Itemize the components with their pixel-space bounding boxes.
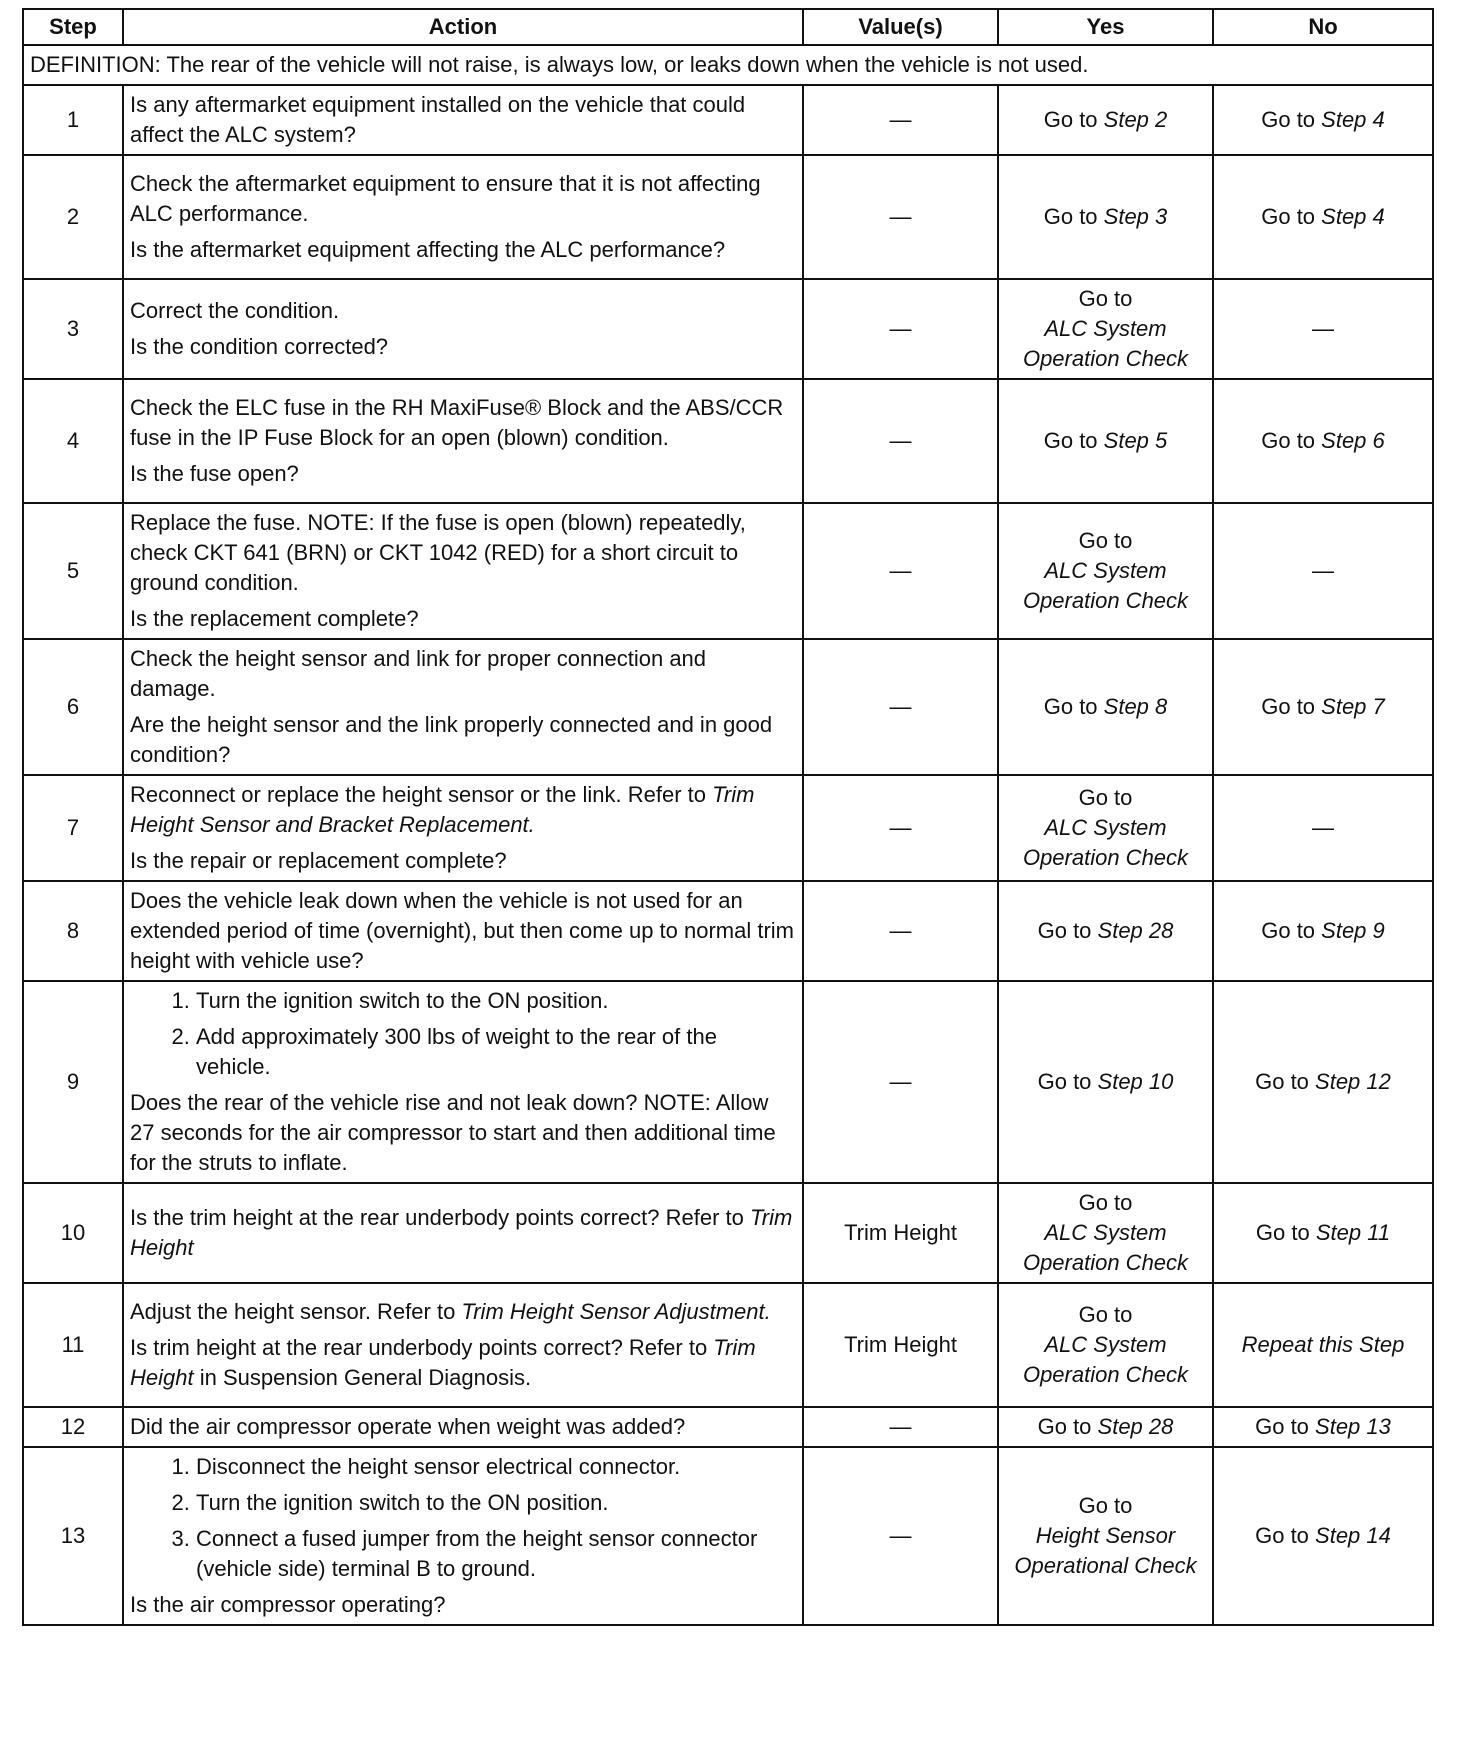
value-cell: — [803, 279, 998, 379]
no-cell[interactable] [1213, 981, 1433, 1183]
action-cell [123, 1183, 803, 1283]
header-yes: Yes [998, 9, 1213, 45]
action-cell [123, 85, 803, 155]
yes-cell[interactable] [998, 85, 1213, 155]
yes-goto-prefix: Go to [1037, 918, 1098, 943]
no-cell[interactable] [1213, 1283, 1433, 1407]
action-cell [123, 639, 803, 775]
action-text-prefix: Adjust the height sensor. Refer to [130, 1299, 462, 1324]
no-cell [1213, 503, 1433, 639]
header-values: Value(s) [803, 9, 998, 45]
no-goto-link[interactable]: Step 11 [1315, 1220, 1391, 1245]
table-row [23, 85, 1433, 155]
value-cell: — [803, 881, 998, 981]
step-number: 3 [23, 279, 123, 379]
no-cell[interactable] [1213, 639, 1433, 775]
yes-goto-link[interactable]: ALC System Operation Check [1022, 1220, 1189, 1275]
action-text: Does the rear of the vehicle rise and not leak down? NOTE: Allow 27 seconds for the air compressor to start and then additional time for the struts to inflate. [130, 1090, 776, 1175]
no-goto-link[interactable]: Step 13 [1315, 1414, 1391, 1439]
no-cell [1213, 279, 1433, 379]
value-cell: Trim Height [803, 1183, 998, 1283]
yes-cell[interactable] [998, 379, 1213, 503]
no-goto-link[interactable]: Step 6 [1321, 428, 1385, 453]
no-goto-link[interactable]: Step 7 [1321, 694, 1385, 719]
yes-cell[interactable] [998, 1283, 1213, 1407]
no-cell[interactable] [1213, 1447, 1433, 1625]
diagnostic-table [22, 8, 1434, 1626]
no-goto-link[interactable]: Step 14 [1315, 1523, 1391, 1548]
yes-goto-prefix: Go to [1043, 107, 1104, 132]
no-goto-link[interactable]: Step 12 [1315, 1069, 1391, 1094]
table-row [23, 981, 1433, 1183]
action-cell [123, 155, 803, 279]
header-step: Step [23, 9, 123, 45]
step-number: 9 [23, 981, 123, 1183]
no-goto-link[interactable]: Repeat this Step [1241, 1332, 1405, 1357]
action-text [130, 780, 796, 840]
action-text: Is the condition corrected? [130, 334, 389, 359]
yes-cell[interactable] [998, 279, 1213, 379]
action-text-prefix: Is the trim height at the rear underbody points correct? Refer to [130, 1205, 750, 1230]
value-cell: — [803, 85, 998, 155]
action-text-suffix: in Suspension General Diagnosis. [193, 1365, 532, 1390]
yes-goto-link[interactable]: Step 28 [1097, 1414, 1174, 1439]
diagnostic-table-sheet [22, 8, 1432, 1626]
action-cell [123, 981, 803, 1183]
no-goto-prefix: Go to [1261, 107, 1322, 132]
value-cell: — [803, 155, 998, 279]
yes-cell[interactable] [998, 1447, 1213, 1625]
no-goto-prefix: Go to [1255, 1414, 1316, 1439]
step-number: 7 [23, 775, 123, 881]
action-reference[interactable]: Trim Height Sensor and Bracket Replacement. [130, 782, 755, 837]
action-text: Is the air compressor operating? [130, 1592, 446, 1617]
no-goto-prefix: Go to [1261, 428, 1322, 453]
yes-goto-prefix: Go to [1037, 1414, 1098, 1439]
no-goto-prefix: Go to [1261, 918, 1322, 943]
step-number: 13 [23, 1447, 123, 1625]
action-text: Did the air compressor operate when weight was added? [130, 1414, 686, 1439]
no-goto-prefix: — [1312, 316, 1334, 341]
step-number: 6 [23, 639, 123, 775]
step-number: 10 [23, 1183, 123, 1283]
table-row [23, 503, 1433, 639]
no-goto-prefix: Go to [1255, 1220, 1316, 1245]
value-cell: — [803, 639, 998, 775]
no-cell[interactable] [1213, 85, 1433, 155]
table-row [23, 1407, 1433, 1447]
action-text: Check the aftermarket equipment to ensure that it is not affecting ALC performance. [130, 171, 761, 226]
table-row [23, 155, 1433, 279]
yes-cell[interactable] [998, 155, 1213, 279]
action-cell [123, 1447, 803, 1625]
action-step-item: 1. Turn the ignition switch to the ON position. [196, 986, 796, 1016]
yes-goto-prefix: Go to [1078, 1302, 1133, 1327]
yes-goto-link[interactable]: Step 5 [1103, 428, 1168, 453]
action-text-prefix: Reconnect or replace the height sensor or the link. Refer to [130, 782, 713, 807]
no-goto-prefix: Go to [1255, 1069, 1316, 1094]
action-reference[interactable]: Trim Height [130, 1335, 756, 1390]
no-goto-prefix: — [1312, 558, 1334, 583]
yes-goto-prefix: Go to [1043, 428, 1104, 453]
yes-goto-link[interactable]: Step 8 [1103, 694, 1168, 719]
action-text: Are the height sensor and the link properly connected and in good condition? [130, 712, 773, 767]
step-number: 8 [23, 881, 123, 981]
no-cell[interactable] [1213, 155, 1433, 279]
definition-row [23, 45, 1433, 85]
no-cell[interactable] [1213, 379, 1433, 503]
yes-goto-link[interactable]: Step 10 [1097, 1069, 1174, 1094]
value-cell: — [803, 1447, 998, 1625]
action-cell [123, 279, 803, 379]
action-text: Correct the condition. [130, 298, 340, 323]
action-text: Does the vehicle leak down when the vehicle is not used for an extended period of time (overnight), but then come up to normal trim height with vehicle use? [130, 888, 795, 973]
no-goto-link[interactable]: Step 9 [1321, 918, 1385, 943]
action-step-item: 3. Connect a fused jumper from the height sensor connector (vehicle side) terminal B to ground. [196, 1524, 796, 1584]
yes-goto-link[interactable]: Step 2 [1103, 107, 1168, 132]
no-goto-prefix: Go to [1261, 204, 1322, 229]
action-text: Is the replacement complete? [130, 606, 419, 631]
action-text [130, 1203, 796, 1263]
step-number: 2 [23, 155, 123, 279]
header-row [23, 9, 1433, 45]
step-number: 11 [23, 1283, 123, 1407]
table-row [23, 279, 1433, 379]
yes-goto-link[interactable]: Height Sensor Operational Check [1014, 1523, 1197, 1578]
header-action: Action [123, 9, 803, 45]
table-row [23, 379, 1433, 503]
yes-goto-prefix: Go to [1043, 694, 1104, 719]
action-text: Check the ELC fuse in the RH MaxiFuse® Block and the ABS/CCR fuse in the IP Fuse Block for an open (blown) condition. [130, 395, 784, 450]
no-goto-link[interactable]: Step 4 [1321, 204, 1385, 229]
action-reference[interactable]: Trim Height [130, 1205, 793, 1260]
action-text: Is the repair or replacement complete? [130, 848, 507, 873]
action-text [130, 1297, 796, 1327]
value-cell: Trim Height [803, 1283, 998, 1407]
yes-cell[interactable] [998, 881, 1213, 981]
action-text: Is the aftermarket equipment affecting the ALC performance? [130, 237, 726, 262]
value-cell: — [803, 379, 998, 503]
table-row [23, 1283, 1433, 1407]
action-steps-list [130, 986, 796, 1082]
header-no: No [1213, 9, 1433, 45]
action-cell [123, 503, 803, 639]
no-goto-prefix: — [1312, 815, 1334, 840]
action-step-item: 2. Add approximately 300 lbs of weight to the rear of the vehicle. [196, 1022, 796, 1082]
yes-cell[interactable] [998, 981, 1213, 1183]
yes-cell[interactable] [998, 1183, 1213, 1283]
action-reference[interactable]: Trim Height Sensor Adjustment. [461, 1299, 771, 1324]
yes-goto-link[interactable]: ALC System Operation Check [1022, 1332, 1189, 1387]
action-text: Is the fuse open? [130, 461, 299, 486]
value-cell: — [803, 775, 998, 881]
step-number: 1 [23, 85, 123, 155]
action-text: Is any aftermarket equipment installed on the vehicle that could affect the ALC system? [130, 92, 746, 147]
action-steps-list [130, 1452, 796, 1584]
yes-cell[interactable] [998, 775, 1213, 881]
action-text: Replace the fuse. NOTE: If the fuse is open (blown) repeatedly, check CKT 641 (BRN) or CKT 1042 (RED) for a short circuit to ground condition. [130, 510, 746, 595]
yes-cell[interactable] [998, 1407, 1213, 1447]
yes-goto-prefix: Go to [1043, 204, 1104, 229]
no-goto-prefix: Go to [1261, 694, 1322, 719]
no-cell [1213, 775, 1433, 881]
action-text [130, 1333, 796, 1393]
action-cell [123, 379, 803, 503]
table-row [23, 1447, 1433, 1625]
yes-goto-prefix: Go to [1037, 1069, 1098, 1094]
yes-goto-link[interactable]: Step 28 [1097, 918, 1174, 943]
value-cell: — [803, 1407, 998, 1447]
action-text: Check the height sensor and link for proper connection and damage. [130, 646, 707, 701]
yes-goto-link[interactable]: ALC System Operation Check [1022, 316, 1189, 371]
no-goto-link[interactable]: Step 4 [1321, 107, 1385, 132]
step-number: 5 [23, 503, 123, 639]
yes-goto-prefix: Go to [1078, 1493, 1133, 1518]
no-cell[interactable] [1213, 881, 1433, 981]
yes-goto-prefix: Go to [1078, 1190, 1133, 1215]
yes-goto-link[interactable]: Step 3 [1103, 204, 1168, 229]
step-number: 4 [23, 379, 123, 503]
definition-text: DEFINITION: The rear of the vehicle will not raise, is always low, or leaks down when the vehicle is not used. [23, 45, 1433, 85]
yes-goto-link[interactable]: ALC System Operation Check [1022, 815, 1189, 870]
value-cell: — [803, 503, 998, 639]
yes-cell[interactable] [998, 503, 1213, 639]
yes-goto-prefix: Go to [1078, 286, 1133, 311]
table-row [23, 775, 1433, 881]
no-goto-prefix: Go to [1255, 1523, 1316, 1548]
step-number: 12 [23, 1407, 123, 1447]
action-cell [123, 881, 803, 981]
action-cell [123, 1407, 803, 1447]
action-text-prefix: Is trim height at the rear underbody points correct? Refer to [130, 1335, 714, 1360]
no-cell[interactable] [1213, 1183, 1433, 1283]
no-cell[interactable] [1213, 1407, 1433, 1447]
action-step-item: 1. Disconnect the height sensor electrical connector. [196, 1452, 796, 1482]
action-cell [123, 1283, 803, 1407]
yes-goto-prefix: Go to [1078, 785, 1133, 810]
action-cell [123, 775, 803, 881]
yes-goto-prefix: Go to [1078, 528, 1133, 553]
yes-goto-link[interactable]: ALC System Operation Check [1022, 558, 1189, 613]
action-step-item: 2. Turn the ignition switch to the ON position. [196, 1488, 796, 1518]
table-row [23, 881, 1433, 981]
table-row [23, 639, 1433, 775]
yes-cell[interactable] [998, 639, 1213, 775]
value-cell: — [803, 981, 998, 1183]
table-row [23, 1183, 1433, 1283]
